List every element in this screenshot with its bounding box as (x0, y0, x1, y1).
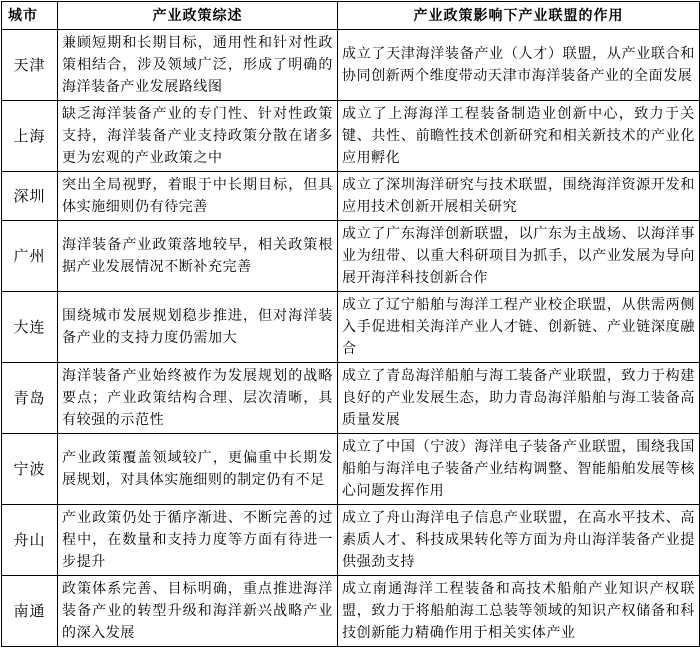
table-body (2, 30, 700, 647)
city-cell: 深圳 (2, 172, 58, 221)
header-role: 产业政策影响下产业联盟的作用 (338, 2, 700, 30)
table-row (2, 30, 700, 101)
city-cell: 青岛 (2, 363, 58, 434)
table-row (2, 221, 700, 292)
header-row (2, 2, 700, 30)
table-row (2, 576, 700, 647)
summary-cell: 围绕城市发展规划稳步推进，但对海洋装备产业的支持力度仍需加大 (58, 292, 338, 363)
policy-table (1, 1, 700, 647)
role-cell: 成立南通海洋工程装备和高技术船舶产业知识产权联盟，致力于将船舶海工总装等领域的知识产权储备和科技创新能力精确作用于相关实体产业 (338, 576, 700, 647)
city-cell: 舟山 (2, 505, 58, 576)
city-cell: 宁波 (2, 434, 58, 505)
summary-cell: 突出全局视野，着眼于中长期目标，但具体实施细则仍有待完善 (58, 172, 338, 221)
city-cell: 南通 (2, 576, 58, 647)
role-cell: 成立了中国（宁波）海洋电子装备产业联盟，围绕我国船舶与海洋电子装备产业结构调整、智能船舶发展等核心问题发挥作用 (338, 434, 700, 505)
role-cell: 成立了舟山海洋电子信息产业联盟，在高水平技术、高素质人才、科技成果转化等方面为舟山海洋装备产业提供强劲支持 (338, 505, 700, 576)
role-cell: 成立了深圳海洋研究与技术联盟，围绕海洋资源开发和应用技术创新开展相关研究 (338, 172, 700, 221)
role-cell: 成立了广东海洋创新联盟，以广东为主战场、以海洋事业为纽带、以重大科研项目为抓手，以产业发展为导向展开海洋科技创新合作 (338, 221, 700, 292)
table-header (2, 2, 700, 30)
role-cell: 成立了天津海洋装备产业（人才）联盟，从产业联合和协同创新两个维度带动天津市海洋装备产业的全面发展 (338, 30, 700, 101)
city-cell: 大连 (2, 292, 58, 363)
role-cell: 成立了上海海洋工程装备制造业创新中心，致力于关键、共性、前瞻性技术创新研究和相关新技术的产业化应用孵化 (338, 101, 700, 172)
summary-cell: 海洋装备产业始终被作为发展规划的战略要点；产业政策结构合理、层次清晰，具有较强的示范性 (58, 363, 338, 434)
summary-cell: 产业政策仍处于循序渐进、不断完善的过程中，在数量和支持力度等方面有待进一步提升 (58, 505, 338, 576)
summary-cell: 兼顾短期和长期目标，通用性和针对性政策相结合，涉及领域广泛，形成了明确的海洋装备产业发展路线图 (58, 30, 338, 101)
header-city: 城市 (2, 2, 58, 30)
summary-cell: 产业政策覆盖领域较广，更偏重中长期发展规划，对具体实施细则的制定仍有不足 (58, 434, 338, 505)
header-summary: 产业政策综述 (58, 2, 338, 30)
table-row (2, 292, 700, 363)
role-cell: 成立了辽宁船舶与海洋工程产业校企联盟，从供需两侧入手促进相关海洋产业人才链、创新链、产业链深度融合 (338, 292, 700, 363)
city-cell: 广州 (2, 221, 58, 292)
table-row (2, 505, 700, 576)
table-row (2, 172, 700, 221)
table-row (2, 101, 700, 172)
city-cell: 天津 (2, 30, 58, 101)
summary-cell: 海洋装备产业政策落地较早，相关政策根据产业发展情况不断补充完善 (58, 221, 338, 292)
city-cell: 上海 (2, 101, 58, 172)
table-row (2, 363, 700, 434)
summary-cell: 缺乏海洋装备产业的专门性、针对性政策支持，海洋装备产业支持政策分散在诸多更为宏观的产业政策之中 (58, 101, 338, 172)
table-row (2, 434, 700, 505)
role-cell: 成立了青岛海洋船舶与海工装备产业联盟，致力于构建良好的产业发展生态，助力青岛海洋船舶与海工装备高质量发展 (338, 363, 700, 434)
summary-cell: 政策体系完善、目标明确，重点推进海洋装备产业的转型升级和海洋新兴战略产业的深入发展 (58, 576, 338, 647)
